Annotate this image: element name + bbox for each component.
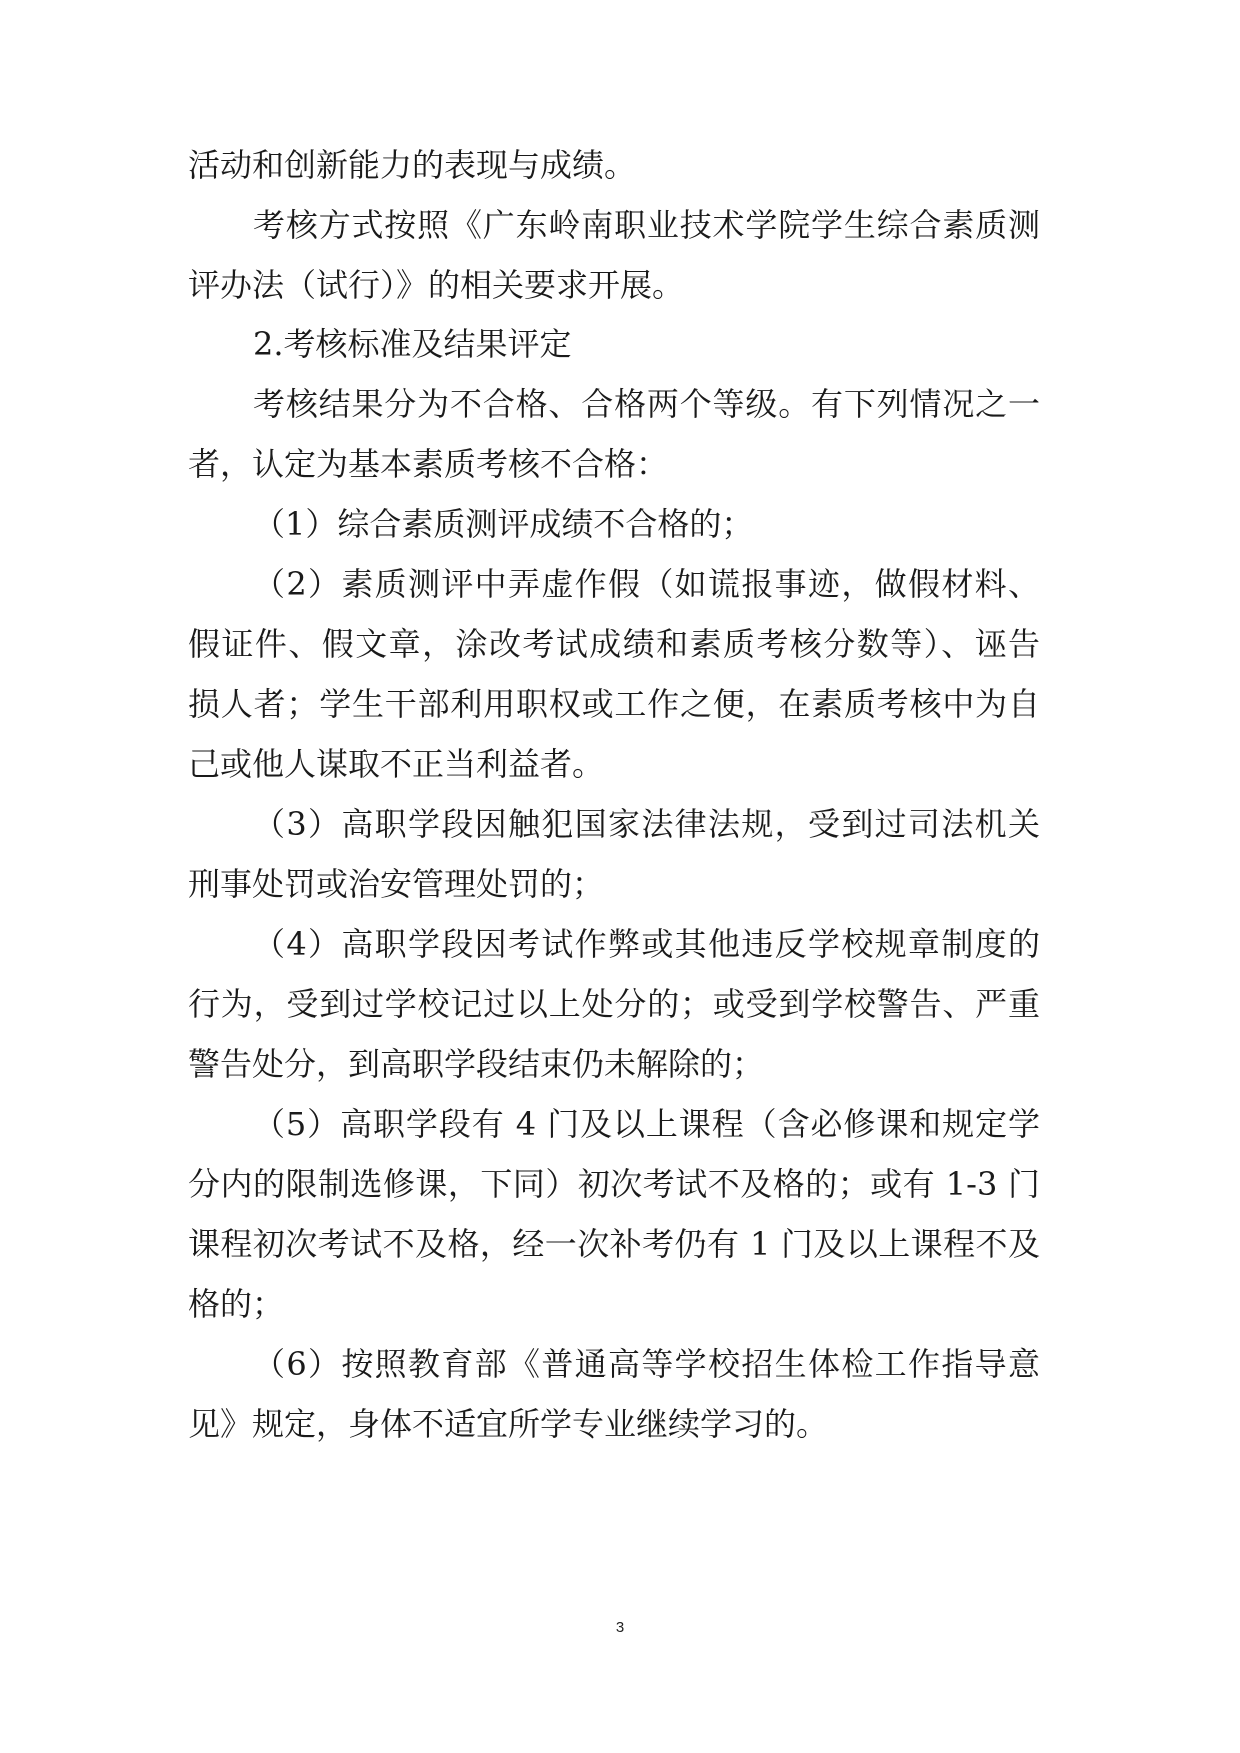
body-text-line: 假证件、假文章，涂改考试成绩和素质考核分数等）、诬告 (188, 625, 1040, 663)
body-text-line: 警告处分，到高职学段结束仍未解除的； (188, 1045, 765, 1083)
section-heading: 2.考核标准及结果评定 (253, 325, 572, 363)
body-text-line: 考核方式按照《广东岭南职业技术学院学生综合素质测 (253, 206, 1040, 244)
body-text-line: 考核结果分为不合格、合格两个等级。有下列情况之一 (253, 385, 1040, 423)
body-text-line: 见》规定，身体不适宜所学专业继续学习的。 (188, 1405, 829, 1443)
page-number: 3 (615, 1619, 625, 1636)
body-text-line: 活动和创新能力的表现与成绩。 (188, 146, 637, 184)
list-item-4: （4）高职学段因考试作弊或其他违反学校规章制度的 (253, 925, 1040, 963)
body-text-line: 评办法（试行）》的相关要求开展。 (188, 266, 685, 304)
body-text-line: 己或他人谋取不正当利益者。 (188, 745, 605, 783)
body-text-line: 者，认定为基本素质考核不合格： (188, 445, 669, 483)
body-text-line: 损人者；学生干部利用职权或工作之便，在素质考核中为自 (188, 685, 1040, 723)
body-text-line: 格的； (188, 1285, 285, 1323)
body-text-line: 课程初次考试不及格，经一次补考仍有 1 门及以上课程不及 (188, 1225, 1040, 1263)
body-text-line: 分内的限制选修课，下同）初次考试不及格的；或有 1-3 门 (188, 1165, 1040, 1203)
list-item-1: （1）综合素质测评成绩不合格的； (253, 505, 754, 543)
list-item-3: （3）高职学段因触犯国家法律法规，受到过司法机关 (253, 805, 1040, 843)
list-item-2: （2）素质测评中弄虚作假（如谎报事迹，做假材料、 (253, 565, 1040, 603)
list-item-5: （5）高职学段有 4 门及以上课程（含必修课和规定学 (253, 1105, 1040, 1143)
body-text-line: 行为，受到过学校记过以上处分的；或受到学校警告、严重 (188, 985, 1040, 1023)
body-text-line: 刑事处罚或治安管理处罚的； (188, 865, 605, 903)
list-item-6: （6）按照教育部《普通高等学校招生体检工作指导意 (253, 1345, 1040, 1383)
